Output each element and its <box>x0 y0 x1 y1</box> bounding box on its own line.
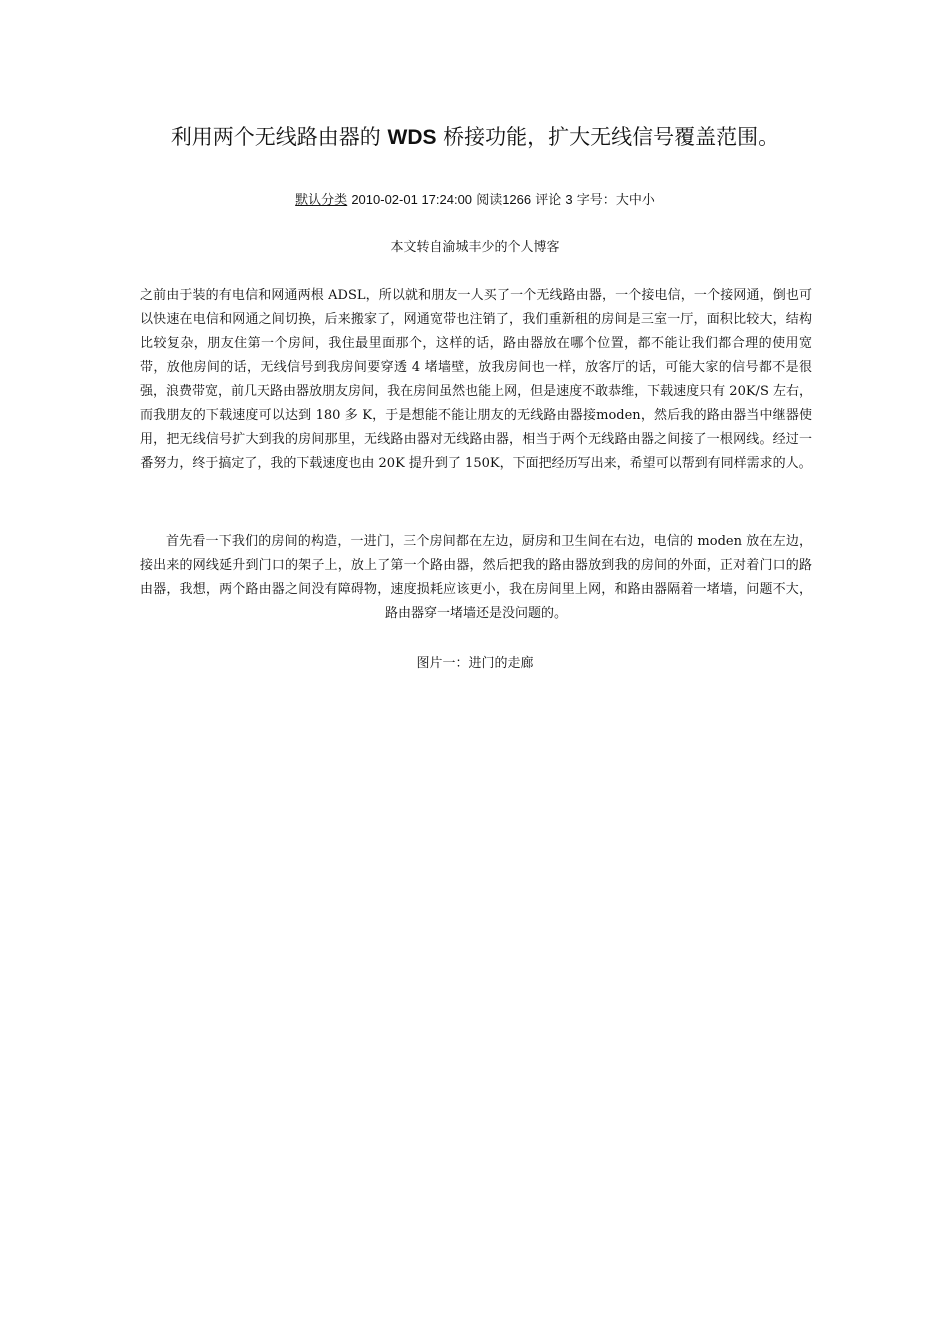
paragraph-intro: 之前由于装的有电信和网通两根 ADSL，所以就和朋友一人买了一个无线路由器，一个接电信，一个接网通，倒也可以快速在电信和网通之间切换，后来搬家了，网通宽带也注销了，我们重新租的房间是三室一厅，面积比较大，结构比较复杂，朋友住第一个房间，我住最里面那个，这样的话，路由器放在哪个位置，都不能让我们都合理的使用宽带，放他房间的话，无线信号到我房间要穿透 4 堵墙壁，放我房间也一样，放客厅的话，可能大家的信号都不是很强，浪费带宽，前几天路由器放朋友房间，我在房间虽然也能上网，但是速度不敢恭维，下载速度只有 20K/S 左右，而我朋友的下载速度可以达到 180 多 K，于是想能不能让朋友的无线路由器接moden，然后我的路由器当中继器使用，把无线信号扩大到我的房间那里，无线路由器对无线路由器，相当于两个无线路由器之间接了一根网线。经过一番努力，终于搞定了，我的下载速度也由 20K 提升到了 150K，下面把经历写出来，希望可以帮到有同样需求的人。 <box>140 288 812 471</box>
source-note: 本文转自渝城丰少的个人博客 <box>390 240 560 255</box>
category-link[interactable]: 默认分类 <box>295 193 348 208</box>
title-wds: WDS <box>387 126 437 149</box>
paragraph-layout: 首先看一下我们的房间的构造，一进门，三个房间都在左边，厨房和卫生间在右边，电信的 moden 放在左边，接出来的网线延升到门口的架子上，放上了第一个路由器，然后把我的路由器放到我的房间的外面，正对着门口的路由器，我想，两个路由器之间没有障碍物，速度损耗应该更小，我在房间里上网，和路由器隔着一堵墙，问题不大，路由器穿一堵墙还是没问题的。 <box>140 534 812 621</box>
title-prefix: 利用两个无线路由器的 <box>170 125 388 149</box>
title-suffix: 桥接功能，扩大无线信号覆盖范围。 <box>436 125 780 149</box>
figure-caption: 图片一：进门的走廊 <box>416 656 534 671</box>
comment-count: 3 <box>565 192 573 207</box>
post-datetime: 2010-02-01 17:24:00 <box>351 192 473 207</box>
comment-label: 评论 <box>535 193 562 208</box>
font-size-label: 字号： <box>576 193 616 208</box>
article-meta <box>60 190 890 211</box>
read-label: 阅读 <box>476 193 503 208</box>
article-title <box>60 122 890 153</box>
font-size-options[interactable]: 大中小 <box>615 193 655 208</box>
read-count: 1266 <box>502 192 532 207</box>
